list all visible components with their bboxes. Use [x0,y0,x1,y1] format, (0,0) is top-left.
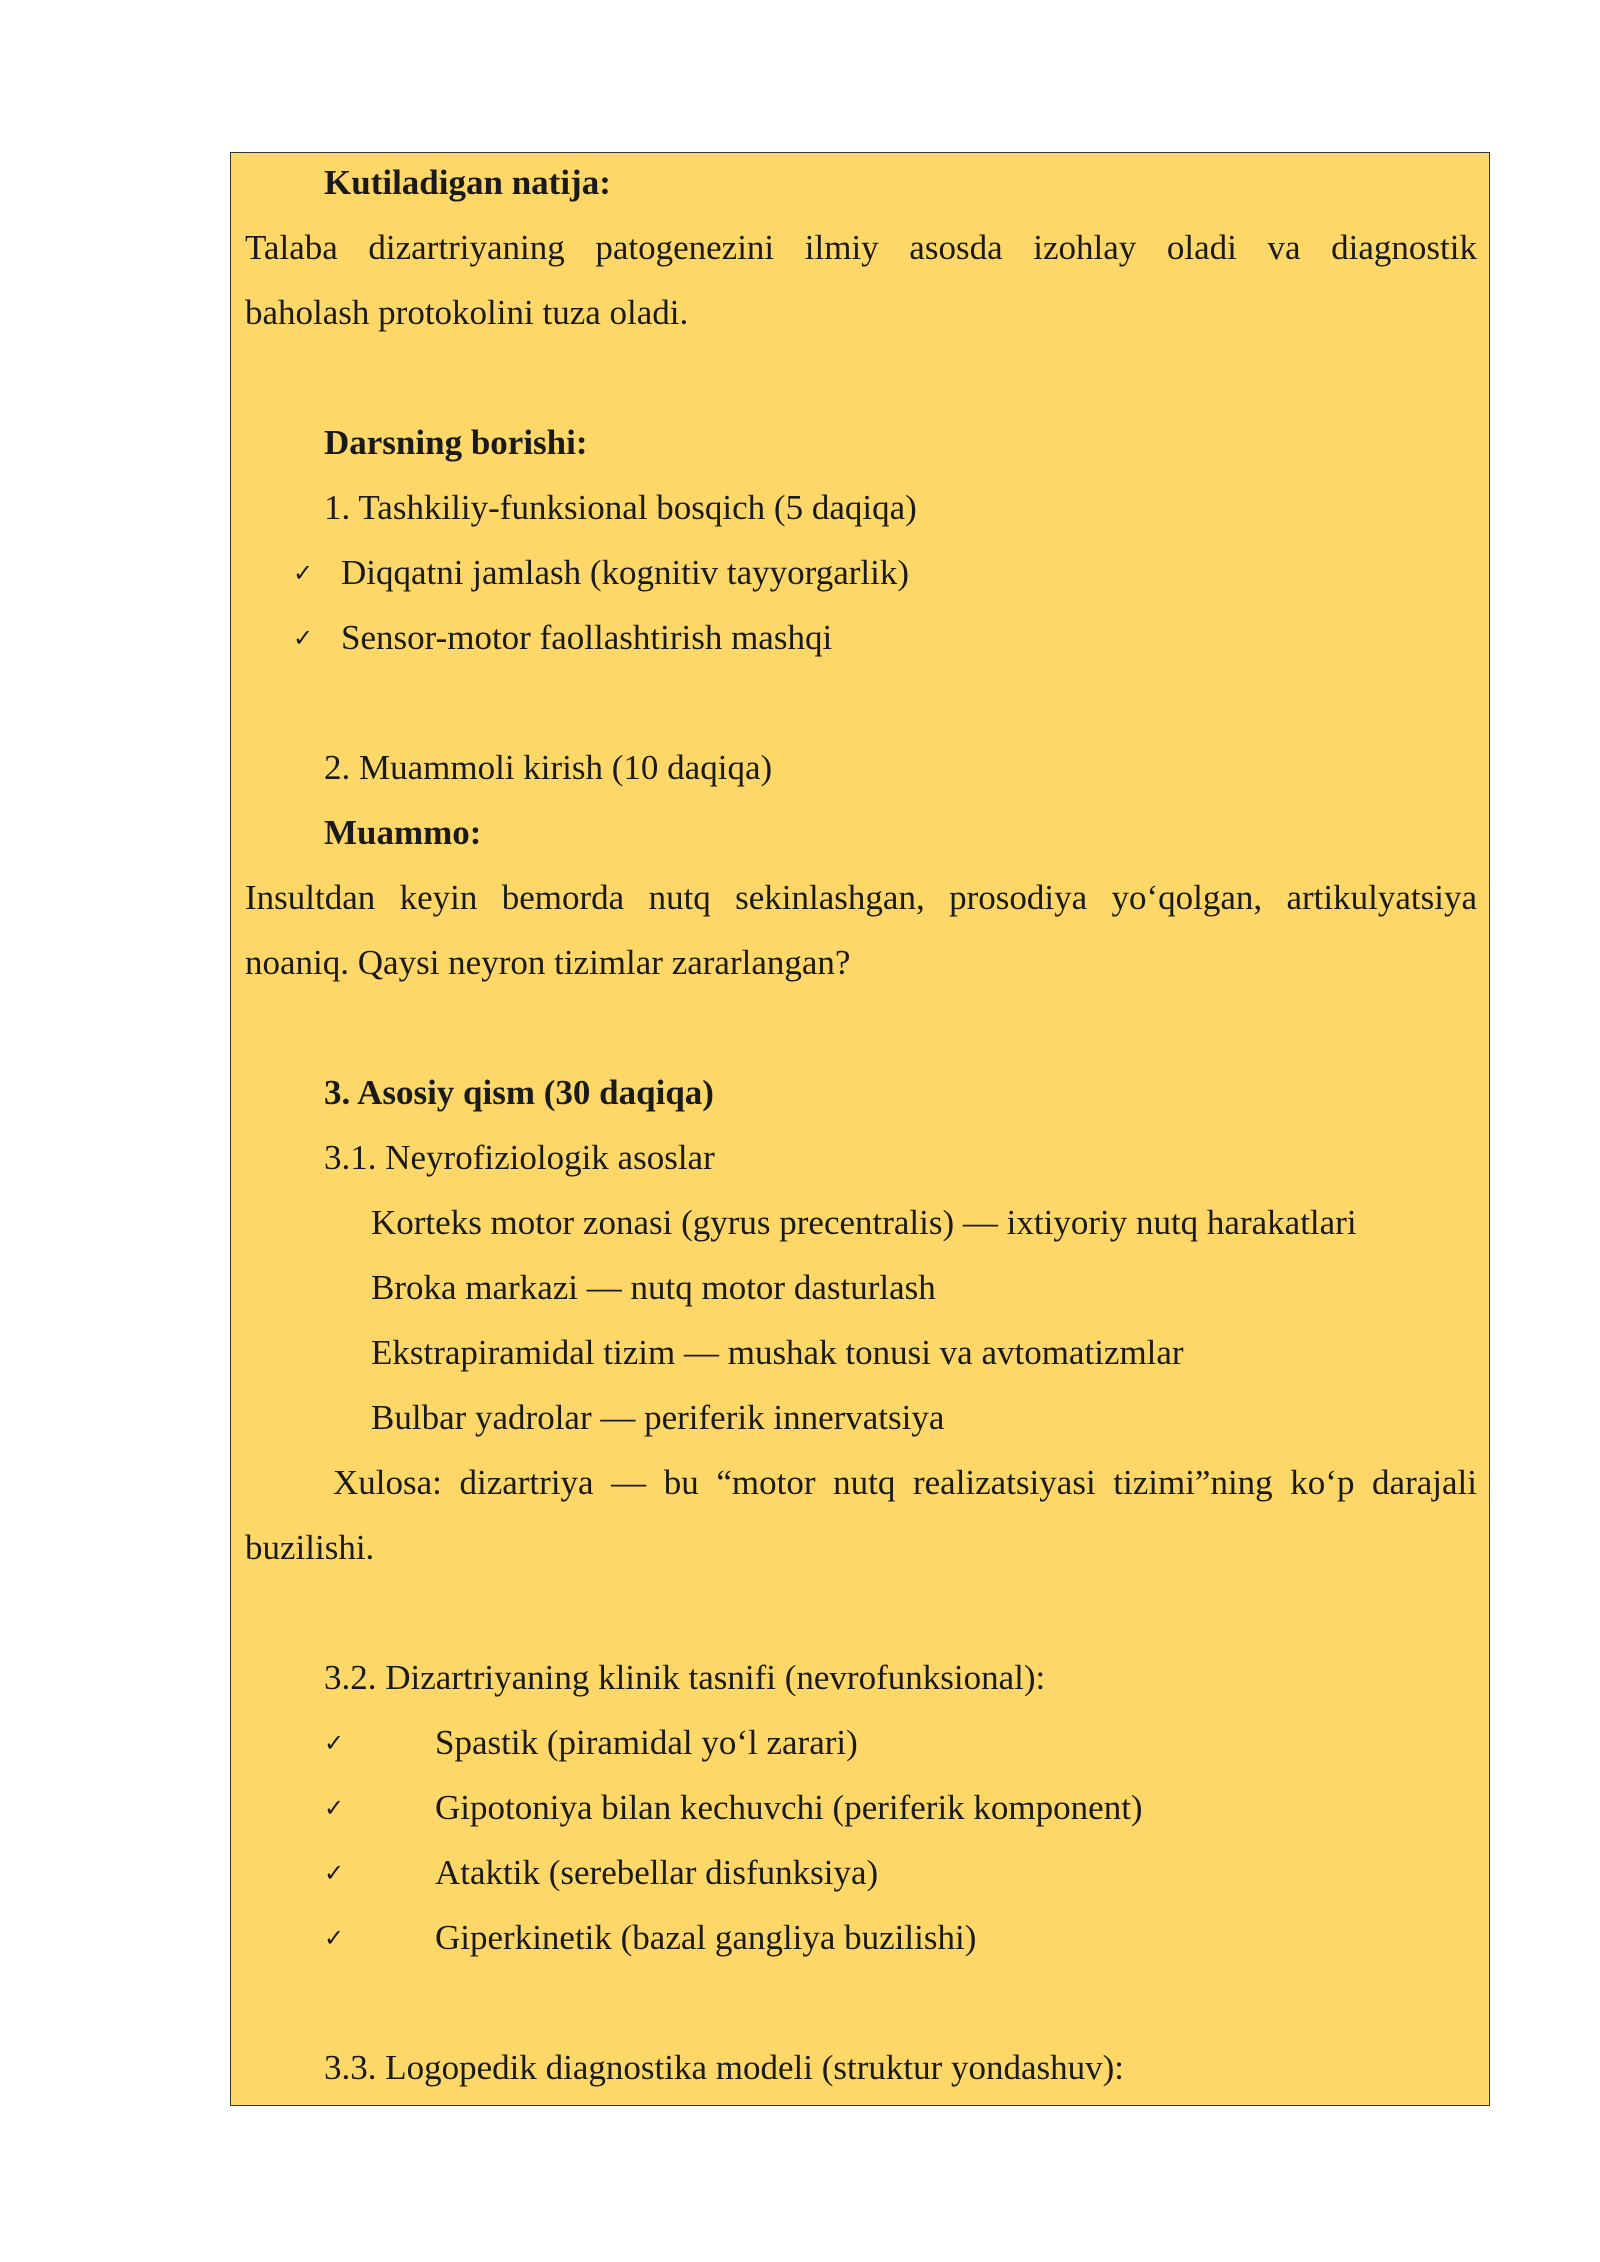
checkmark-icon: ✓ [324,1729,345,1757]
neuro-line-1: Korteks motor zonasi (gyrus precentralis) — ixtiyoriy nutq harakatlari [371,1203,1357,1242]
checkmark-icon: ✓ [324,1924,345,1952]
stage-1-item-2: Sensor-motor faollashtirish mashqi [341,618,833,657]
expected-result-heading: Kutiladigan natija: [324,163,611,202]
section-3-3-title: 3.3. Logopedik diagnostika modeli (struktur yondashuv): [324,2048,1125,2087]
stage-1-item-1: Diqqatni jamlash (kognitiv tayyorgarlik) [341,553,909,592]
expected-result-line-2: baholash protokolini tuza oladi. [245,293,689,332]
stage-1-title: 1. Tashkiliy-funksional bosqich (5 daqiqa) [324,488,917,527]
problem-line-2: noaniq. Qaysi neyron tizimlar zararlangan? [245,943,851,982]
classification-item-4: Giperkinetik (bazal gangliya buzilishi) [435,1918,977,1957]
neuro-line-2: Broka markazi — nutq motor dasturlash [371,1268,936,1307]
problem-label: Muammo: [324,813,482,852]
checkmark-icon: ✓ [293,559,314,587]
neuro-line-4: Bulbar yadrolar — periferik innervatsiya [371,1398,945,1437]
classification-item-3: Ataktik (serebellar disfunksiya) [435,1853,879,1892]
section-3-1-title: 3.1. Neyrofiziologik asoslar [324,1138,715,1177]
expected-result-line-1: Talaba dizartriyaning patogenezini ilmiy asosda izohlay oladi va diagnostik [245,228,1477,267]
problem-line-1: Insultdan keyin bemorda nutq sekinlashgan, prosodiya yo‘qolgan, artikulyatsiya [245,878,1477,917]
section-3-2-title: 3.2. Dizartriyaning klinik tasnifi (nevrofunksional): [324,1658,1046,1697]
classification-item-1: Spastik (piramidal yo‘l zarari) [435,1723,858,1762]
lesson-plan-box [230,152,1490,2106]
stage-2-title: 2. Muammoli kirish (10 daqiqa) [324,748,773,787]
lesson-course-heading: Darsning borishi: [324,423,588,462]
checkmark-icon: ✓ [324,1859,345,1887]
conclusion-line-2: buzilishi. [245,1528,375,1567]
checkmark-icon: ✓ [324,1794,345,1822]
checkmark-icon: ✓ [293,624,314,652]
conclusion-line-1: Xulosa: dizartriya — bu “motor nutq realizatsiyasi tizimi”ning ko‘p darajali [333,1463,1477,1502]
stage-3-title: 3. Asosiy qism (30 daqiqa) [324,1073,714,1112]
neuro-line-3: Ekstrapiramidal tizim — mushak tonusi va avtomatizmlar [371,1333,1184,1372]
classification-item-2: Gipotoniya bilan kechuvchi (periferik komponent) [435,1788,1143,1827]
